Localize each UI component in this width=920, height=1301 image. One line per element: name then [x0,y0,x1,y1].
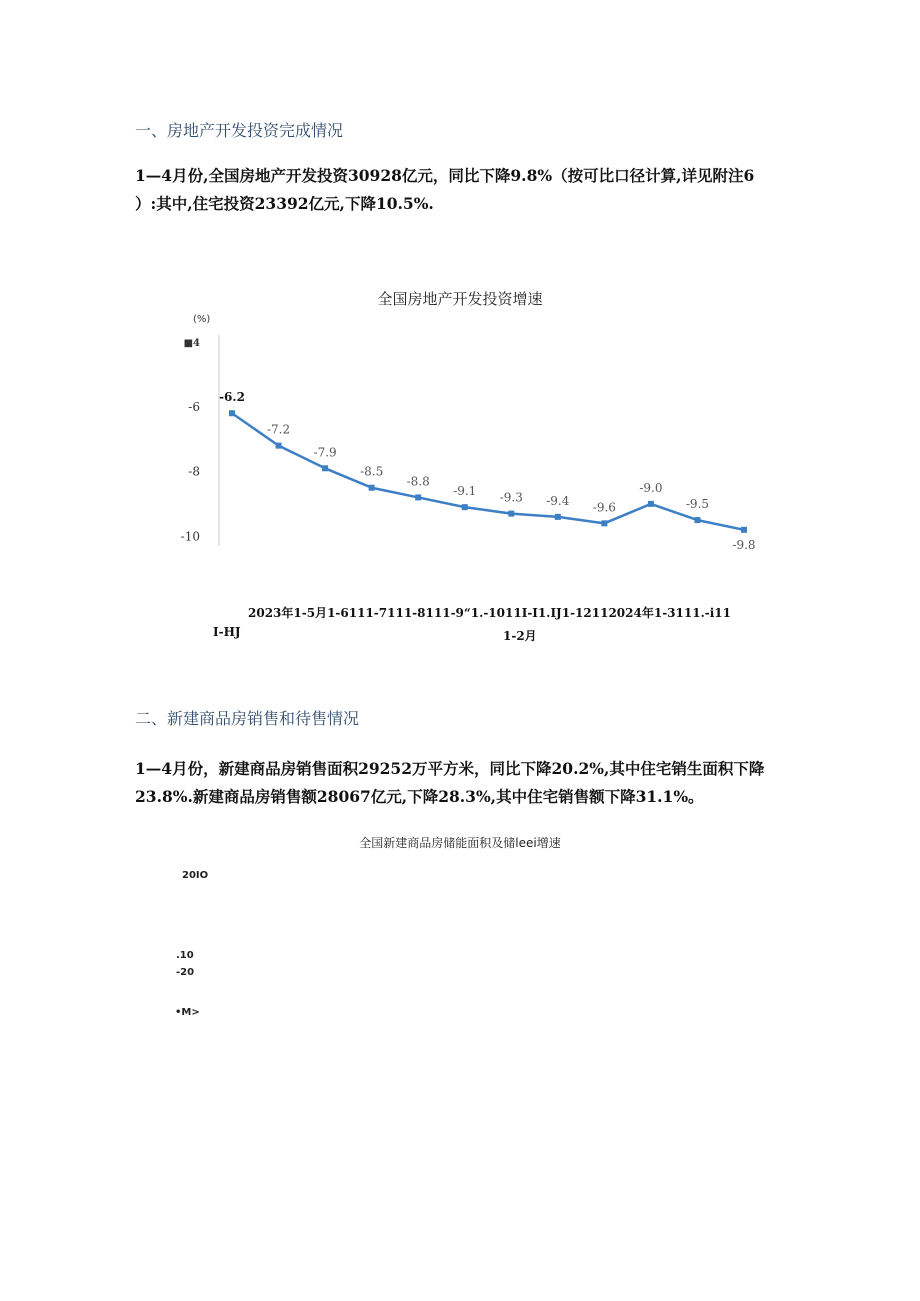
chart1-data-label: -9.4 [546,493,570,508]
chart1-x-axis-row2-left: I-HJ [213,625,241,639]
chart1-y-tick-label: ■4 [183,338,200,349]
chart1-x-axis-row2-right: 1-2月 [503,629,537,643]
section1-heading: 一、房地产开发投资完成情况 [135,121,344,140]
section1-paragraph-line1: 1—4月份,全国房地产开发投资30928亿元，同比下降9.8%（按可比口径计算,详见附注6 [135,166,755,185]
chart1-data-point [694,517,700,523]
chart1-data-point [369,485,375,491]
chart2-title: 全国新建商品房储能面积及储leei增速 [359,836,561,850]
chart1-data-label: -6.2 [219,390,245,405]
chart2-tick-bottom: •M> [175,1007,200,1018]
chart1-data-label: -9.1 [453,484,477,499]
chart1-data-label: -9.3 [499,490,523,505]
chart1-x-axis-row1: 2023年1-5月1-6111-7111-8111-9“1.-1011I-I1.IJ1-12112024年1-3111.-i11 [248,606,732,620]
chart1-data-label: -9.5 [685,497,710,512]
chart1-data-point [462,504,468,510]
section1-paragraph-line2: ）:其中,住宅投资23392亿元,下降10.5%. [135,194,434,213]
chart1-data-label: -7.9 [313,445,337,460]
chart1-data-label: -9.0 [639,480,663,495]
chart1-unit: (%) [193,314,211,325]
chart1-data-point [276,443,282,449]
chart1-data-point [741,527,747,533]
chart1-data-point [415,494,421,500]
chart2-tick-top: 20IO [182,870,209,881]
chart2-tick-mid2: -20 [176,967,195,978]
chart1-data-label: -9.6 [592,500,616,515]
chart1-data-point [229,410,235,416]
chart2-tick-mid1: .10 [176,950,194,961]
section2-paragraph-line2: 23.8%.新建商品房销售额28067亿元,下降28.3%,其中住宅销售额下降31.1%。 [135,787,704,806]
investment-growth-line-chart [0,330,920,560]
chart1-data-point [648,501,654,507]
chart1-data-label: -8.8 [406,474,430,489]
chart1-data-point [508,511,514,517]
section2-heading: 二、新建商品房销售和待售情况 [135,709,360,728]
chart1-data-label: -7.2 [266,422,291,437]
chart1-title: 全国房地产开发投资增速 [377,290,543,308]
chart1-y-tick-label: -6 [188,399,200,414]
chart1-series-line [232,413,744,530]
section1-paragraph [135,162,785,218]
chart1-data-point [601,520,607,526]
chart1-data-point [322,465,328,471]
chart1-data-label: -9.8 [732,537,756,552]
chart1-y-tick-label: -8 [188,464,200,479]
section2-paragraph [135,755,785,811]
chart1-y-tick-label: -10 [180,529,200,544]
chart1-data-point [555,514,561,520]
section2-paragraph-line1: 1—4月份，新建商品房销售面积29252万平方米，同比下降20.2%,其中住宅销生面积下降 [135,759,765,778]
chart1-data-label: -8.5 [360,464,384,479]
